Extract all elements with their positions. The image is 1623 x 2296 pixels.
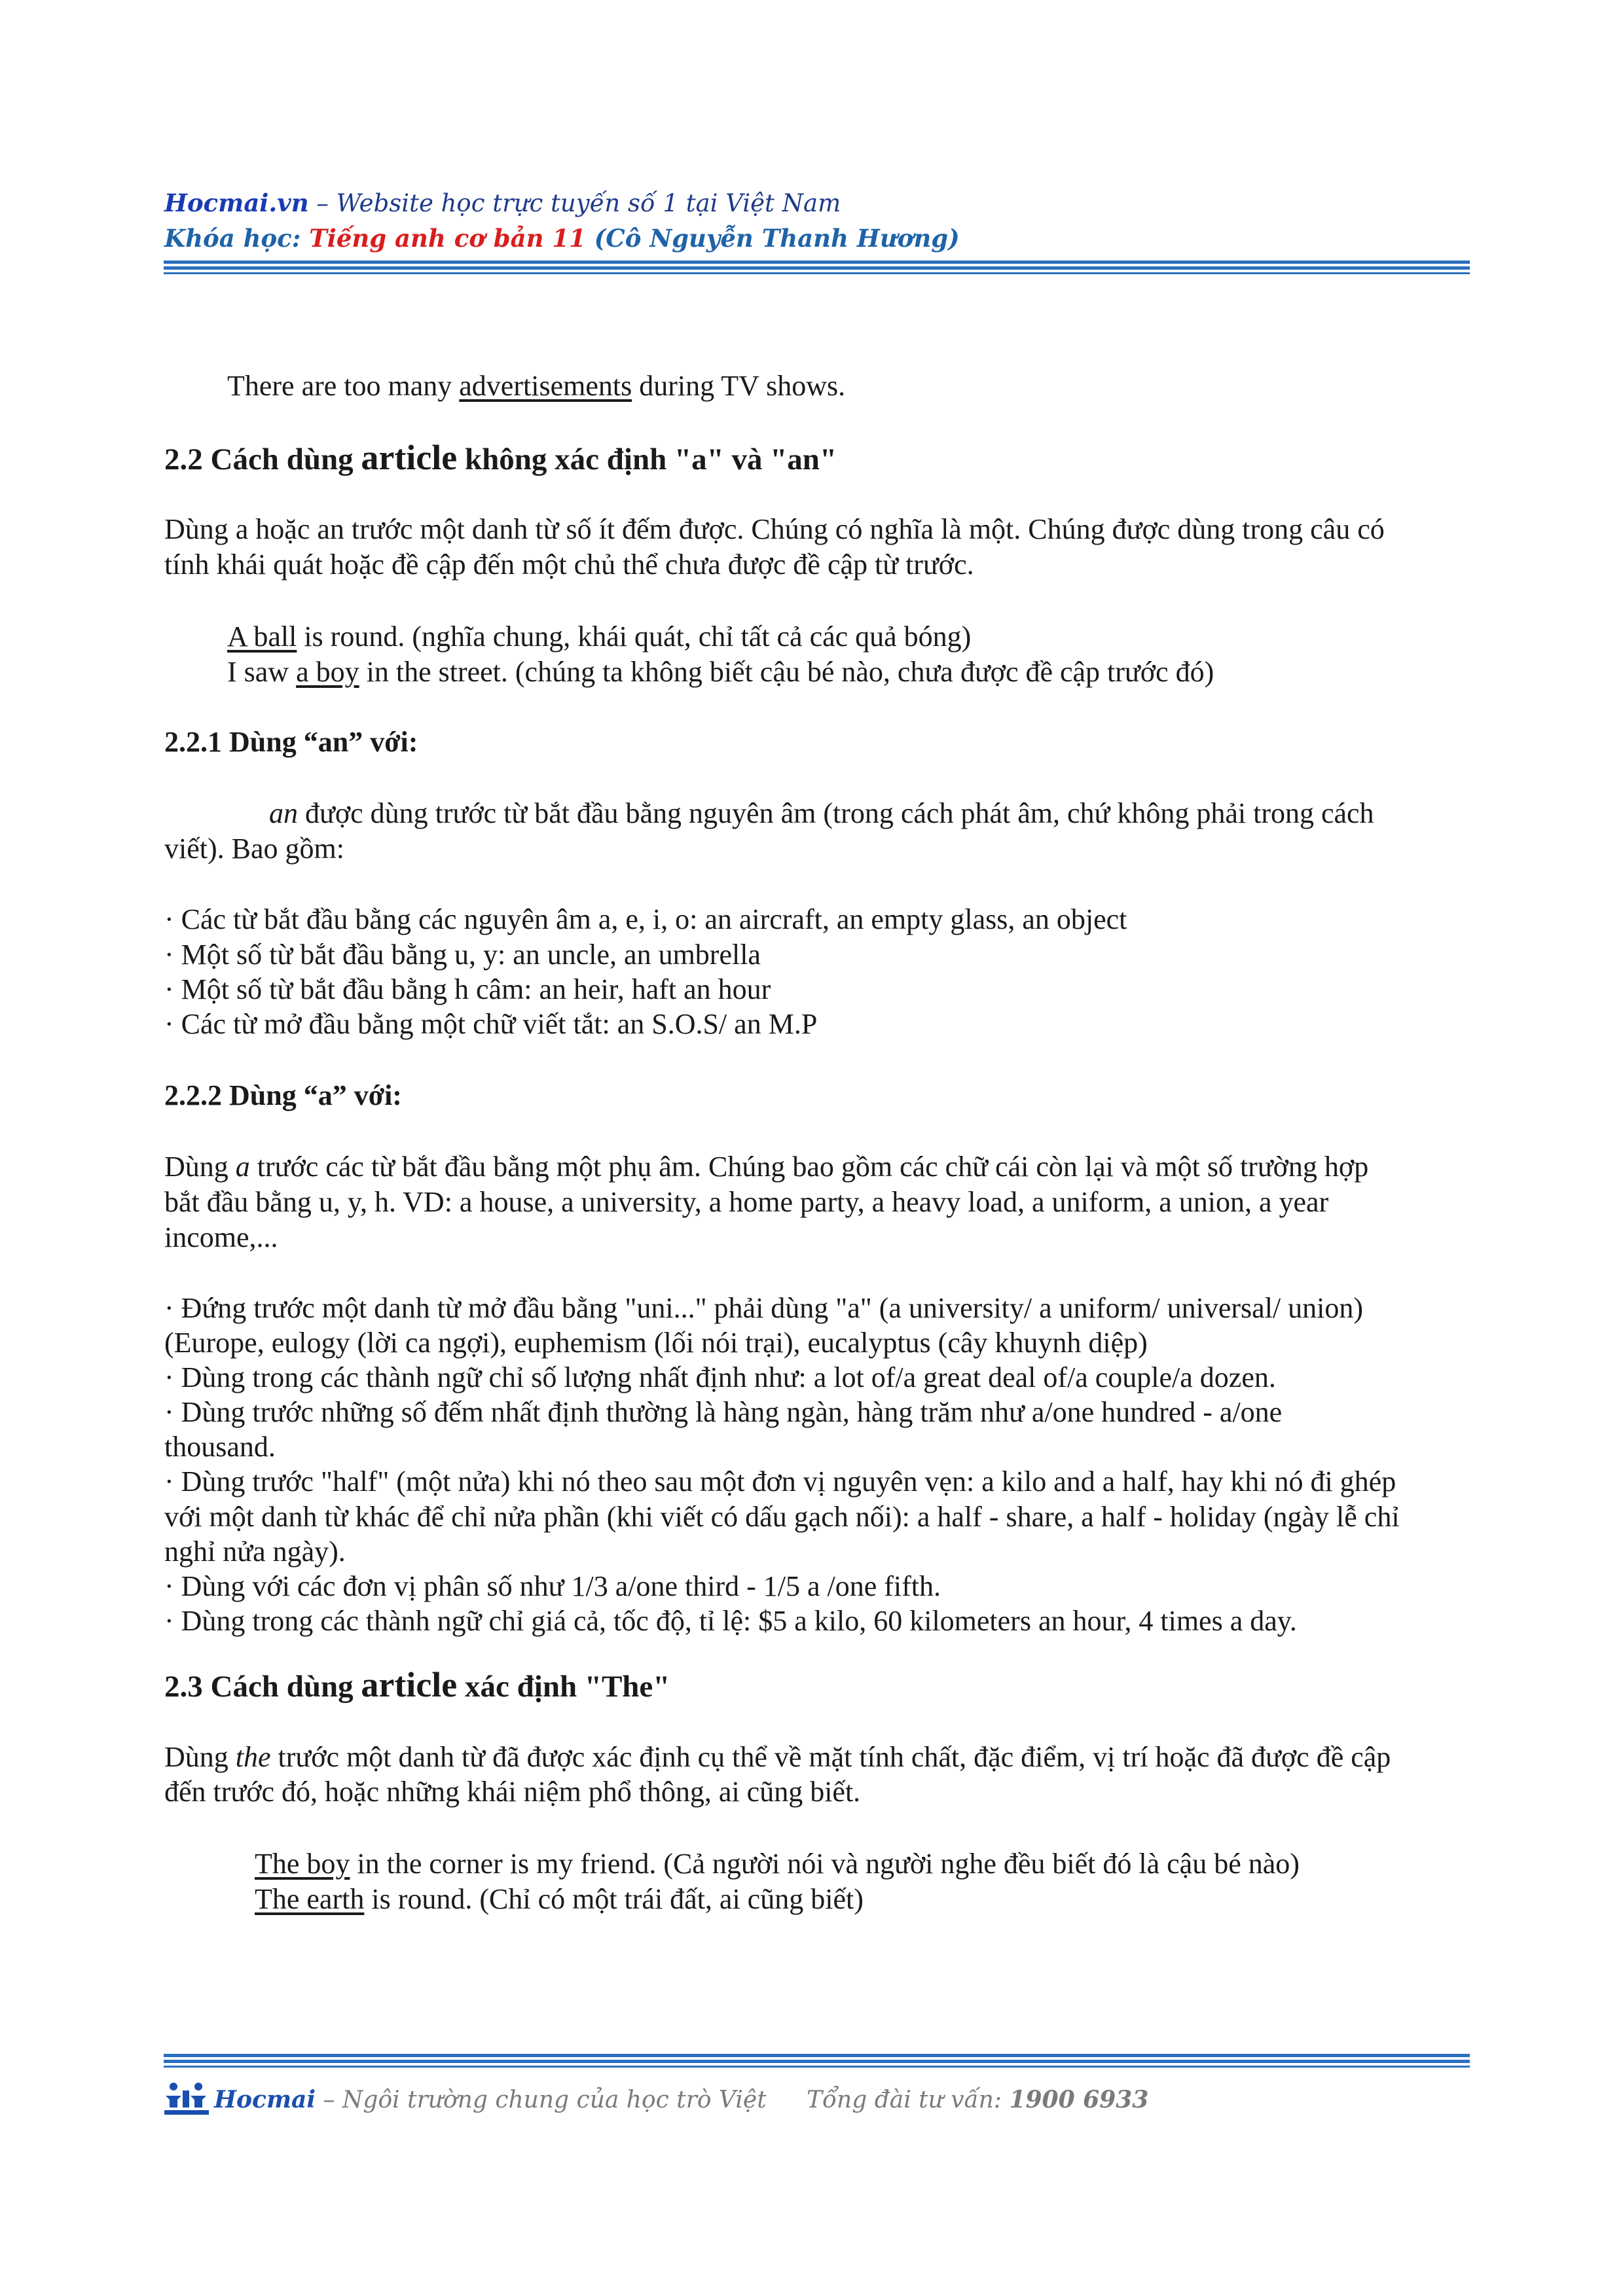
section-2-3-example-1: The boy in the corner is my friend. (Cả người nói và người nghe đều biết đó là cậu bé nào) <box>255 1848 1300 1880</box>
section-2-2-1-heading: 2.2.1 Dùng “an” với: <box>164 726 418 758</box>
header-rule-2 <box>164 266 1470 270</box>
section-2-2-example-1: A ball is round. (nghĩa chung, khái quát, chỉ tất cả các quả bóng) <box>227 620 972 653</box>
section-2-2-2-line: · Dùng trước "half" (một nửa) khi nó theo sau một đơn vị nguyên vẹn: a kilo and a half, hay khi nó đi ghép <box>164 1465 1396 1498</box>
footer-slogan: – Ngôi trường chung của học trò Việt <box>316 2087 767 2113</box>
footer-slogan-line <box>214 2086 767 2113</box>
intro-example: There are too many advertisements during TV shows. <box>227 370 846 402</box>
section-2-2-2-line: nghỉ nửa ngày). <box>164 1535 346 1568</box>
section-2-2-para-line-2: tính khái quát hoặc đề cập đến một chủ thể chưa được đề cập từ trước. <box>164 548 974 581</box>
section-2-2-2-intro-line-2: bắt đầu bằng u, y, h. VD: a house, a university, a home party, a heavy load, a uniform, a union, a year <box>164 1186 1329 1218</box>
section-2-2-2-heading: 2.2.2 Dùng “a” với: <box>164 1079 402 1111</box>
section-2-2-1-bullet: · Các từ mở đầu bằng một chữ viết tắt: an S.O.S/ an M.P <box>164 1008 818 1040</box>
footer-rule-3 <box>164 2066 1470 2068</box>
footer-brand: Hocmai <box>214 2086 316 2113</box>
section-2-3-para-line-1: Dùng the trước một danh từ đã được xác định cụ thể về mặt tính chất, đặc điểm, vị trí hoặc đã được đề cập <box>164 1741 1391 1773</box>
header-course-line <box>164 224 960 253</box>
section-2-2-2-line: · Đứng trước một danh từ mở đầu bằng "uni..." phải dùng "a" (a university/ a uniform/ universal/ union) <box>164 1292 1364 1324</box>
section-2-2-2-line: · Dùng với các đơn vị phân số như 1/3 a/one third - 1/5 a /one fifth. <box>164 1570 941 1602</box>
section-2-2-1-intro-line-1: an được dùng trước từ bắt đầu bằng nguyên âm (trong cách phát âm, chứ không phải trong cách <box>269 797 1374 829</box>
section-2-2-1-intro-line-2: viết). Bao gồm: <box>164 833 344 865</box>
section-2-2-2-line: · Dùng trong các thành ngữ chỉ giá cả, tốc độ, tỉ lệ: $5 a kilo, 60 kilometers an hour, 4 times a day. <box>164 1605 1297 1637</box>
section-2-2-1-bullet: · Một số từ bắt đầu bằng h câm: an heir, haft an hour <box>164 973 771 1005</box>
header-course-name: Tiếng anh cơ bản 11 <box>309 224 586 253</box>
hocmai-logo-icon <box>164 2081 209 2115</box>
section-2-3-heading: 2.3 Cách dùng article xác định "The" <box>164 1665 670 1704</box>
section-2-3-example-2: The earth is round. (Chỉ có một trái đất, ai cũng biết) <box>255 1883 864 1915</box>
section-2-2-2-line: thousand. <box>164 1431 276 1463</box>
header-rule-1 <box>164 260 1470 264</box>
section-2-3-para-line-2: đến trước đó, hoặc những khái niệm phổ thông, ai cũng biết. <box>164 1776 861 1808</box>
header-teacher: (Cô Nguyễn Thanh Hương) <box>585 224 960 253</box>
footer-hotline-number: 1900 6933 <box>1009 2086 1149 2113</box>
section-2-2-2-line: · Dùng trước những số đếm nhất định thường là hàng ngàn, hàng trăm như a/one hundred - a/one <box>164 1396 1283 1428</box>
section-2-2-2-line: (Europe, eulogy (lời ca ngợi), euphemism (lối nói trại), eucalyptus (cây khuynh diệp) <box>164 1327 1148 1359</box>
section-2-2-para-line-1: Dùng a hoặc an trước một danh từ số ít đếm được. Chúng có nghĩa là một. Chúng được dùng trong câu có <box>164 513 1385 545</box>
section-2-2-1-bullet: · Các từ bắt đầu bằng các nguyên âm a, e, i, o: an aircraft, an empty glass, an object <box>164 903 1127 935</box>
header-site-line <box>164 188 841 217</box>
section-2-2-2-intro-line-3: income,... <box>164 1221 278 1253</box>
section-2-2-1-bullet: · Một số từ bắt đầu bằng u, y: an uncle, an umbrella <box>164 939 761 971</box>
header-course-label: Khóa học: <box>164 224 310 253</box>
underlined-word: advertisements <box>459 370 632 402</box>
header-tagline: – Website học trực tuyến số 1 tại Việt Nam <box>308 189 841 217</box>
section-2-2-example-2: I saw a boy in the street. (chúng ta không biết cậu bé nào, chưa được đề cập trước đó) <box>227 656 1214 688</box>
section-2-2-heading: 2.2 Cách dùng article không xác định "a" và "an" <box>164 438 837 477</box>
section-2-2-2-line: · Dùng trong các thành ngữ chỉ số lượng nhất định như: a lot of/a great deal of/a couple/a dozen. <box>164 1361 1276 1393</box>
section-2-2-2-intro-line-1: Dùng a trước các từ bắt đầu bằng một phụ âm. Chúng bao gồm các chữ cái còn lại và một số trường hợp <box>164 1151 1369 1183</box>
footer-hotline-label: Tổng đài tư vấn: <box>807 2087 1010 2113</box>
footer-rule-1 <box>164 2054 1470 2057</box>
footer-hotline-line <box>807 2086 1148 2113</box>
footer-rule-2 <box>164 2060 1470 2063</box>
section-2-2-2-line: với một danh từ khác để chỉ nửa phần (khi viết có dấu gạch nối): a half - share, a half - holiday (ngày lễ chỉ <box>164 1501 1400 1533</box>
header-site: Hocmai.vn <box>164 188 309 217</box>
header-rule-3 <box>164 272 1470 274</box>
